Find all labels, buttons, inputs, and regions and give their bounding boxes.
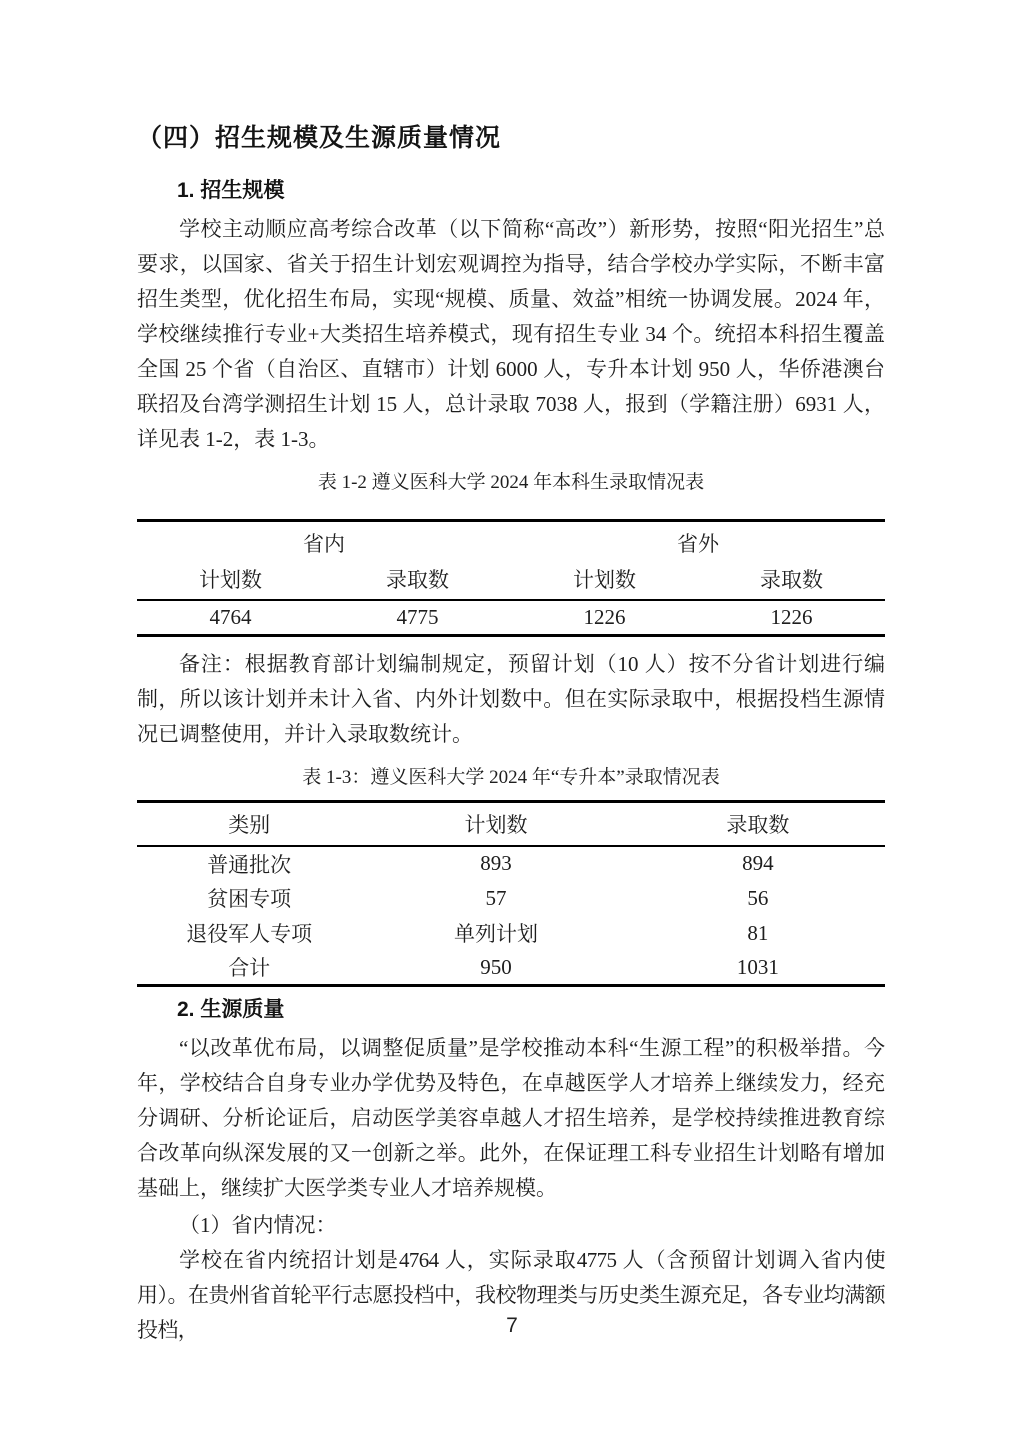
table-1-3-cell: 57 — [485, 885, 507, 910]
table-1-3-col-header: 计划数 — [361, 802, 630, 846]
document-content — [137, 118, 885, 1348]
table-row — [137, 846, 885, 881]
table-row — [137, 951, 885, 986]
table-1-2 — [137, 519, 885, 637]
table-1-2-group-header-province-out: 省外 — [677, 531, 719, 556]
table-1-2-col-header: 计划数 — [137, 560, 324, 600]
subsection-2-paragraph: “以改革优布局，以调整促质量”是学校推动本科“生源工程”的积极举措。今年，学校结合自身专业办学优势及特色，在卓越医学人才培养上继续发力，经充分调研、分析论证后，启动医学美容卓越人才招生培养，是学校持续推进教育综合改革向纵深发展的又一创新之举。此外，在保证理工科专业招生计划略有增加基础上，继续扩大医学类专业人才培养规模。 — [137, 1036, 885, 1200]
table-row — [137, 560, 885, 600]
table-row — [137, 881, 885, 916]
table-1-2-value: 4775 — [396, 604, 439, 629]
table-1-3 — [137, 800, 885, 987]
item-1-paragraph: 学校在省内统招计划是4764 人，实际录取4775 人（含预留计划调入省内使用）。在贵州省首轮平行志愿投档中，我校物理类与历史类生源充足，各专业均满额投档， — [137, 1248, 885, 1342]
table-1-3-cell: 1031 — [736, 954, 779, 979]
table-1-2-caption: 表 1-2 遵义医科大学 2024 年本科生录取情况表 — [317, 472, 705, 493]
table-1-3-cell: 56 — [747, 885, 769, 910]
table-1-3-col-header: 类别 — [137, 802, 361, 846]
table-1-2-value: 1226 — [770, 604, 813, 629]
table-1-3-caption: 表 1-3：遵义医科大学 2024 年“专升本”录取情况表 — [302, 767, 720, 788]
table-1-3-cell: 普通批次 — [207, 852, 292, 877]
subsection-2-heading: 2. 生源质量 — [177, 998, 285, 1021]
table-1-3-cell: 单列计划 — [454, 922, 539, 946]
table-1-3-cell: 退役军人专项 — [186, 922, 313, 946]
table-1-2-note: 备注：根据教育部计划编制规定，预留计划（10 人）按不分省计划进行编制，所以该计划并未计入省、内外计划数中。但在实际录取中，根据投档生源情况已调整使用，并计入录取数统计。 — [137, 652, 885, 746]
page-number: 7 — [506, 1314, 518, 1337]
table-1-3-cell: 合计 — [228, 956, 271, 981]
subsection-1-paragraph: 学校主动顺应高考综合改革（以下简称“高改”）新形势，按照“阳光招生”总要求，以国家、省关于招生计划宏观调控为指导，结合学校办学实际，不断丰富招生类型，优化招生布局，实现“规模、质量、效益”相统一协调发展。2024 年，学校继续推行专业+大类招生培养模式，现有招生专业 34 个。统招本科招生覆盖全国 25 个省（自治区、直辖市）计划 6000 人，专升本计划 950 人，华侨港澳台联招及台湾学测招生计划 15 人，总计录取 7038 人，报到（学籍注册）6931 人，详见表 1-2，表 1-3。 — [137, 217, 885, 451]
table-1-2-col-header: 计划数 — [511, 560, 698, 600]
table-1-3-cell: 950 — [480, 954, 512, 979]
table-1-3-cell: 894 — [742, 851, 774, 875]
table-1-3-cell: 81 — [747, 920, 769, 945]
table-1-2-value: 1226 — [583, 604, 626, 629]
table-1-3-col-header: 录取数 — [631, 802, 885, 846]
table-row — [137, 521, 885, 560]
table-1-2-value: 4764 — [209, 604, 252, 629]
subsection-1-heading: 1. 招生规模 — [177, 179, 285, 202]
table-1-3-cell: 贫困专项 — [207, 887, 292, 911]
table-row — [137, 916, 885, 951]
table-1-3-cell: 893 — [480, 851, 512, 875]
table-row — [137, 600, 885, 636]
table-1-2-col-header: 录取数 — [698, 560, 885, 600]
table-1-2-col-header: 录取数 — [324, 560, 511, 600]
item-1-label: （1）省内情况： — [179, 1213, 337, 1237]
section-heading: （四）招生规模及生源质量情况 — [137, 124, 502, 152]
table-1-2-group-header-province-in: 省内 — [303, 531, 345, 556]
table-row — [137, 802, 885, 846]
